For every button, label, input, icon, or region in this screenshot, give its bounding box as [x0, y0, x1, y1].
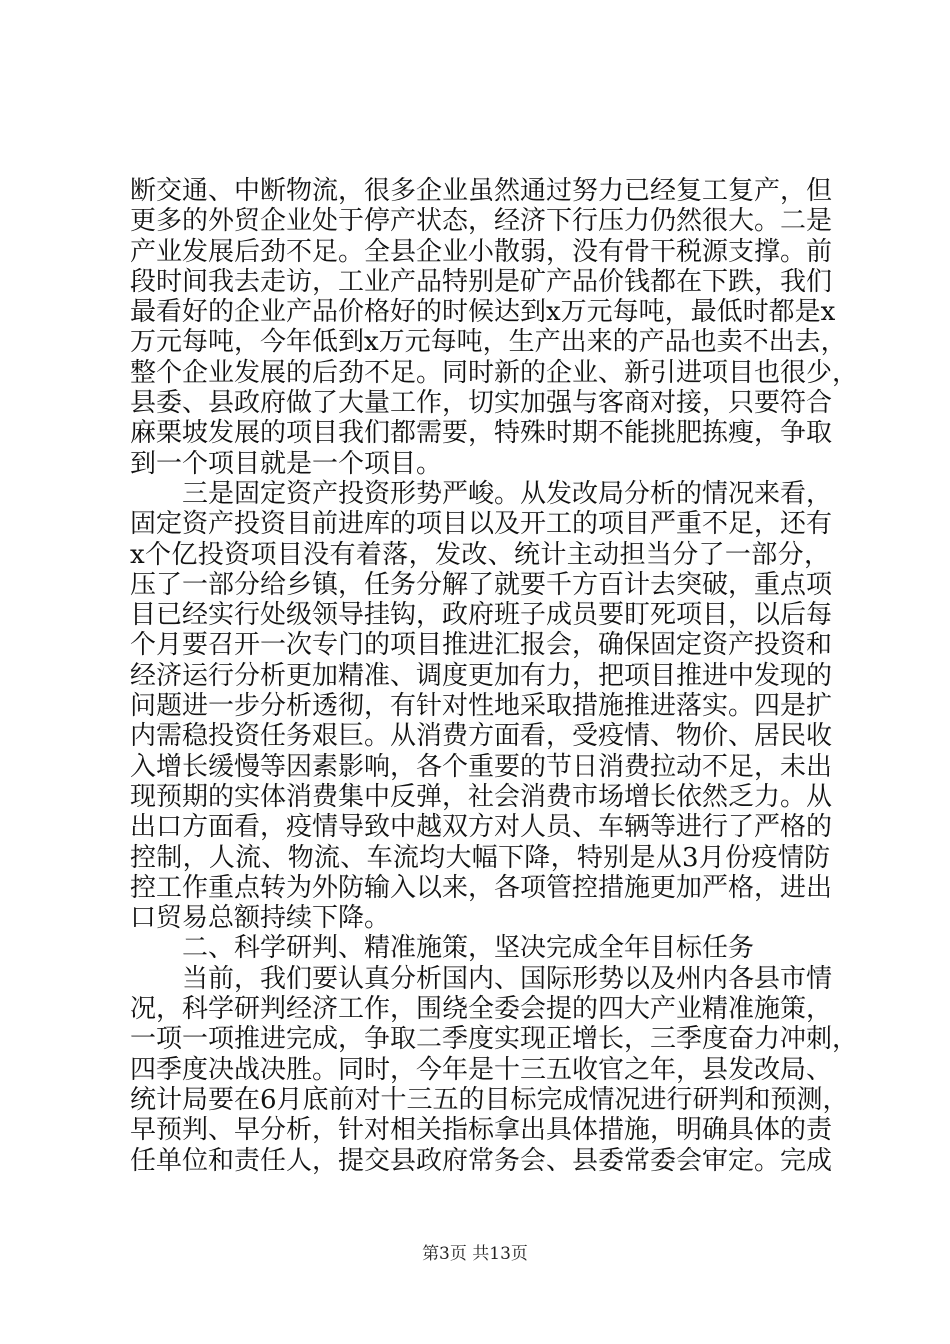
text-line: 控工作重点转为外防输入以来，各项管控措施更加严格，进出: [130, 872, 833, 903]
section-heading: 二、科学研判、精准施策，坚决完成全年目标任务: [130, 933, 755, 964]
text-line: 一项一项推进完成，争取二季度实现正增长，三季度奋力冲刺，: [130, 1024, 859, 1055]
text-line: 固定资产投资目前进库的项目以及开工的项目严重不足，还有: [130, 509, 833, 540]
body-text: [130, 176, 859, 1176]
text-line: 任单位和责任人，提交县政府常务会、县委常委会审定。完成: [130, 1145, 833, 1176]
text-line: 出口方面看，疫情导致中越双方对人员、车辆等进行了严格的: [130, 812, 833, 843]
text-line: 断交通、中断物流，很多企业虽然通过努力已经复工复产，但: [130, 176, 833, 206]
text-line: 况，科学研判经济工作，围绕全委会提的四大产业精准施策，: [130, 994, 833, 1025]
text-line: 产业发展后劲不足。全县企业小散弱，没有骨干税源支撑。前: [130, 236, 833, 267]
text-line: 三是固定资产投资形势严峻。从发改局分析的情况来看，: [130, 478, 833, 509]
text-line: 控制，人流、物流、车流均大幅下降，特别是从3月份疫情防: [130, 842, 830, 873]
text-line: 个月要召开一次专门的项目推进汇报会，确保固定资产投资和: [130, 630, 833, 661]
text-line: 内需稳投资任务艰巨。从消费方面看，受疫情、物价、居民收: [130, 721, 833, 752]
text-line: 四季度决战决胜。同时，今年是十三五收官之年，县发改局、: [130, 1054, 833, 1085]
text-line: 更多的外贸企业处于停产状态，经济下行压力仍然很大。二是: [130, 206, 833, 237]
text-line: 压了一部分给乡镇，任务分解了就要千方百计去突破，重点项: [130, 569, 833, 600]
text-line: 现预期的实体消费集中反弹，社会消费市场增长依然乏力。从: [130, 781, 833, 812]
text-line: 入增长缓慢等因素影响，各个重要的节日消费拉动不足，未出: [130, 751, 833, 782]
text-line: 段时间我去走访，工业产品特别是矿产品价钱都在下跌，我们: [130, 266, 833, 297]
page-number-footer: 第3页 共13页: [422, 1244, 528, 1264]
text-line: 到一个项目就是一个项目。: [130, 448, 443, 479]
text-line: 万元每吨，今年低到x万元每吨，生产出来的产品也卖不出去，: [130, 327, 847, 358]
text-line: 早预判、早分析，针对相关指标拿出具体措施，明确具体的责: [130, 1115, 833, 1146]
text-line: 问题进一步分析透彻，有针对性地采取措施推进落实。四是扩: [130, 691, 833, 722]
text-line: 统计局要在6月底前对十三五的目标完成情况进行研判和预测，: [130, 1084, 849, 1115]
text-line: 目已经实行处级领导挂钩，政府班子成员要盯死项目，以后每: [130, 600, 833, 631]
text-line: 麻栗坡发展的项目我们都需要，特殊时期不能挑肥拣瘦，争取: [130, 418, 833, 449]
text-line: 口贸易总额持续下降。: [130, 903, 391, 934]
text-line: 整个企业发展的后劲不足。同时新的企业、新引进项目也很少，: [130, 357, 859, 388]
text-line: x个亿投资项目没有着落，发改、统计主动担当分了一部分，: [130, 539, 830, 570]
text-line: 经济运行分析更加精准、调度更加有力，把项目推进中发现的: [130, 660, 833, 691]
text-line: 当前，我们要认真分析国内、国际形势以及州内各县市情: [130, 963, 833, 994]
text-line: 最看好的企业产品价格好的时候达到x万元每吨，最低时都是x: [130, 297, 836, 328]
text-line: 县委、县政府做了大量工作，切实加强与客商对接，只要符合: [130, 388, 833, 419]
